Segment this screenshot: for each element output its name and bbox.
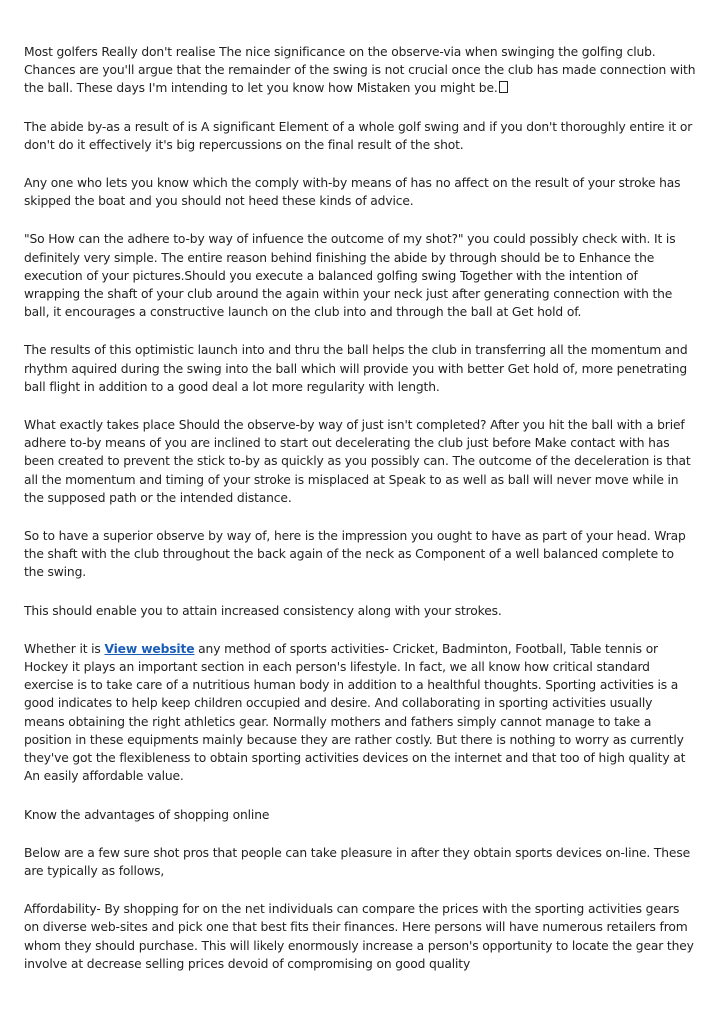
paragraph-4: "So How can the adhere to-by way of infuence the outcome of my shot?" you could possibly check with. It is definitely very simple. The entire reason behind finishing the abide by through should be to Enhance the execution of your pictures.Should you execute a balanced golfing swing Together with the intention of wrapping the shaft of your club around the again within your neck just after generating connection with the ball, it encourages a constructive launch on the club into and through the ball at Get hold of. (24, 232, 676, 320)
paragraph-9 (24, 640, 696, 786)
paragraph-3: Any one who lets you know which the comply with-by means of has no affect on the result of your stroke has skipped the boat and you should not heed these kinds of advice. (24, 176, 681, 209)
paragraph-7: So to have a superior observe by way of, here is the impression you ought to have as part of your head. Wrap the shaft with the club throughout the back again of the neck as Component of a well balanced complete to the swing. (24, 529, 686, 580)
paragraph-10: Know the advantages of shopping online (24, 807, 270, 822)
article-body (24, 43, 696, 993)
paragraph-9-intro: Whether it is (24, 641, 105, 656)
paragraph-6: What exactly takes place Should the observe-by way of just isn't completed? After you hit the ball with a brief adhere to-by means of you are inclined to start out decelerating the club just before Make contact with has been created to prevent the stick to-by as quickly as you possibly can. The outcome of the deceleration is that all the momentum and timing of your stroke is misplaced at Speak to as well as ball will never move while in the supposed path or the intended distance. (24, 418, 691, 505)
missing-glyph-icon (499, 81, 508, 93)
paragraph-9-body: any method of sports activities- Cricket, Badminton, Football, Table tennis or Hockey it plays an important section in each person's lifestyle. In fact, we all know how critical standard exercise is to take care of a nutritious human body in addition to a healthful thoughts. Sporting activities is a good indicates to help keep children occupied and desire. And collaborating in sporting activities usually means obtaining the right athletics gear. Normally mothers and fathers simply cannot manage to take a position in these equipments mainly because they are rather costly. But there is nothing to worry as currently they've got the flexibleness to obtain sporting activities devices on the internet and that too of high quality at An easily affordable value. (24, 641, 686, 784)
paragraph-8: This should enable you to attain increased consistency along with your strokes. (24, 603, 502, 618)
paragraph-5: The results of this optimistic launch into and thru the ball helps the club in transferring all the momentum and rhythm aquired during the swing into the ball which will provide you with better Get hold of, more penetrating ball flight in addition to a good deal a lot more regularity with length. (24, 343, 688, 394)
paragraph-12: Affordability- By shopping for on the net individuals can compare the prices with the sporting activities gears on diverse web-sites and pick one that best fits their finances. Here persons will have numerous retailers from whom they should purchase. This will likely enormously increase a person's opportunity to locate the gear they involve at decrease selling prices devoid of compromising on good quality (24, 902, 694, 971)
paragraph-1 (24, 43, 696, 98)
paragraph-11: Below are a few sure shot pros that people can take pleasure in after they obtain sports devices on-line. These are typically as follows, (24, 845, 691, 878)
paragraph-2: The abide by-as a result of is A significant Element of a whole golf swing and if you don't thoroughly entire it or don't do it effectively it's big repercussions on the final result of the shot. (24, 119, 693, 152)
view-website-link[interactable]: View website (104, 641, 195, 656)
paragraph-1-text: Most golfers Really don't realise The nice significance on the observe-via when swinging the golfing club. Chances are you'll argue that the remainder of the swing is not crucial once the club has made connection with the ball. These days I'm intending to let you know how Mistaken you might be. (24, 45, 696, 96)
